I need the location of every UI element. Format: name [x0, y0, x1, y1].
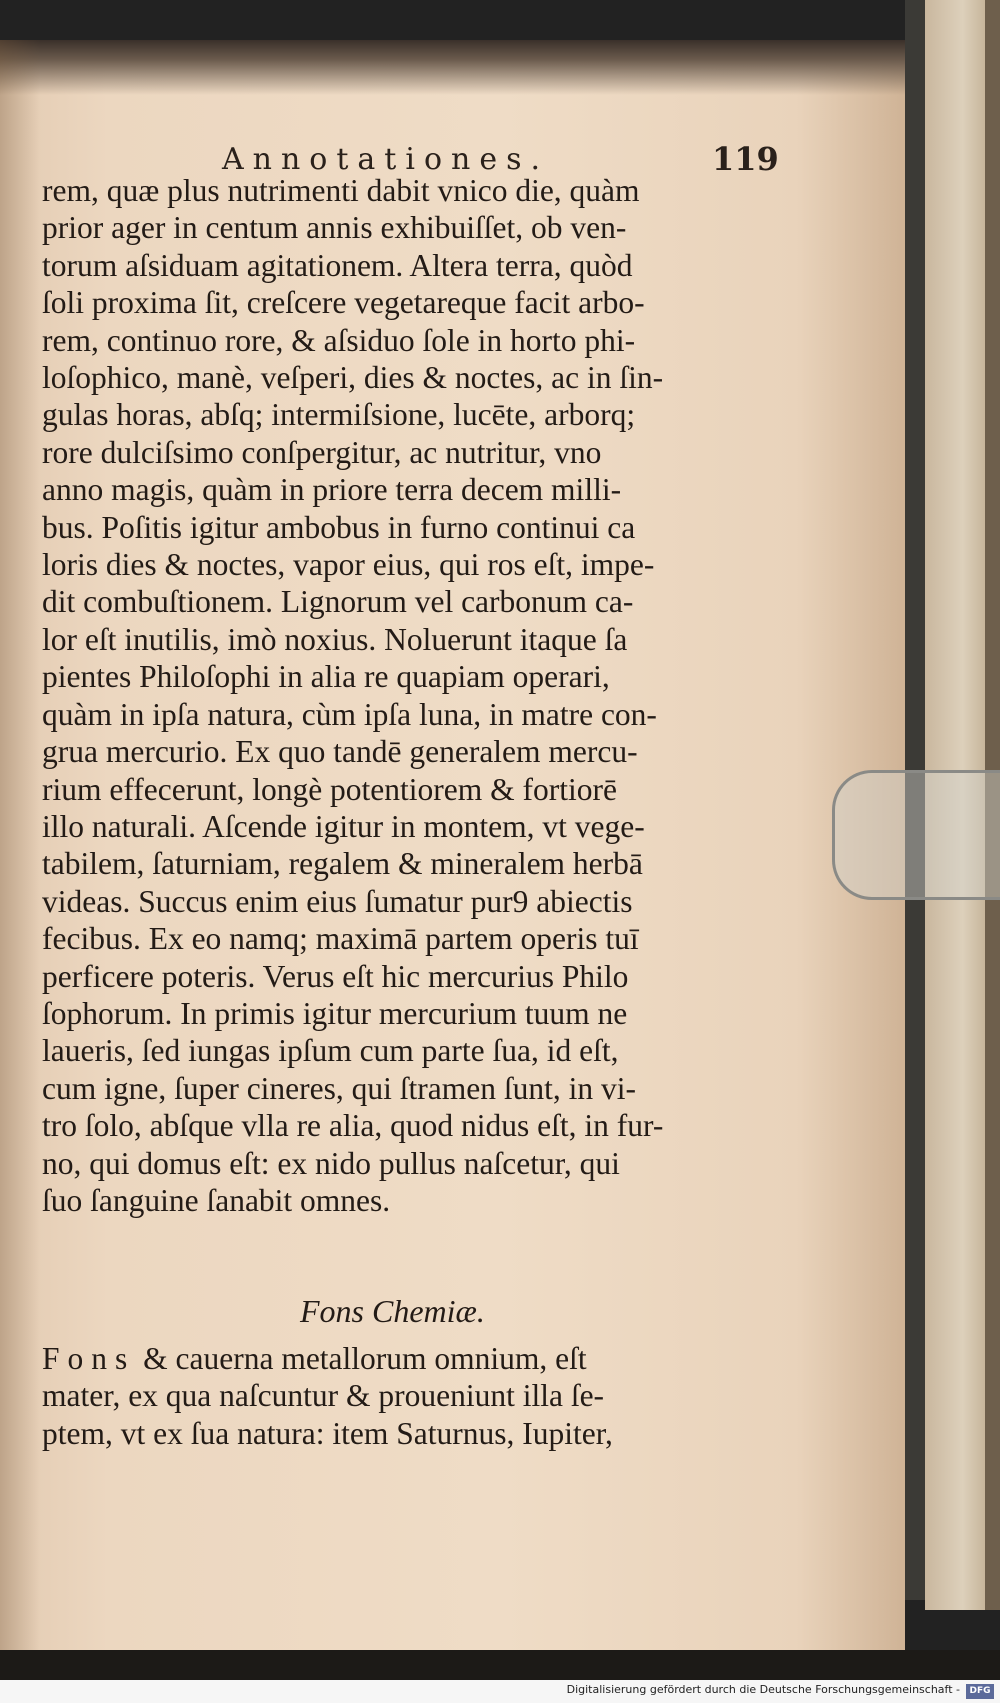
page-top-shadow: [0, 40, 905, 95]
text-line: rium effecerunt, longè potentiorem & fortiorē: [42, 771, 617, 807]
text-line: ptem, vt ex ſua natura: item Saturnus, Iupiter,: [42, 1415, 613, 1451]
text-line: mater, ex qua naſcuntur & proueniunt illa ſe-: [42, 1378, 605, 1414]
text-line: pientes Philoſophi in alia re quapiam operari,: [42, 659, 610, 695]
funding-credit: Digitalisierung gefördert durch die Deutsche Forschungsgemeinschaft -: [566, 1683, 960, 1696]
text-line: rem, quæ plus nutrimenti dabit vnico die, quàm: [42, 173, 640, 208]
page-clip: [832, 770, 1000, 900]
text-line: lor eſt inutilis, imò noxius. Noluerunt itaque ſa: [42, 621, 628, 657]
text-line: anno magis, quàm in priore terra decem milli-: [42, 472, 622, 508]
text-line: cum igne, ſuper cineres, qui ſtramen ſunt, in vi-: [42, 1070, 636, 1106]
text-line: prior ager in centum annis exhibuiſſet, ob ven-: [42, 210, 627, 246]
page-gutter-shade: [0, 40, 40, 1650]
running-title: Annotationes.: [222, 142, 550, 177]
dfg-logo-icon: DFG: [966, 1684, 994, 1699]
text-line: rore dulciſsimo conſpergitur, ac nutritur, vno: [42, 434, 602, 470]
text-line: dit combuſtionem. Lignorum vel carbonum ca-: [42, 584, 634, 620]
text-line: perficere poteris. Verus eſt hic mercurius Philo: [42, 958, 629, 994]
page-number: 119: [712, 140, 779, 178]
text-run: & cauerna metallorum omnium, eſt: [135, 1341, 587, 1376]
text-line: videas. Succus enim eius ſumatur pur9 abiectis: [42, 883, 633, 919]
text-line: grua mercurio. Ex quo tandē generalem mercu-: [42, 734, 638, 770]
initial-word: Fons: [42, 1341, 136, 1376]
text-line: tabilem, ſaturniam, regalem & mineralem herbā: [42, 846, 643, 882]
text-line: quàm in ipſa natura, cùm ipſa luna, in matre con-: [42, 696, 657, 732]
text-line: [42, 1340, 767, 1377]
text-line: tro ſolo, abſque vlla re alia, quod nidus eſt, in fur-: [42, 1108, 664, 1144]
text-line: rem, continuo rore, & aſsiduo ſole in horto phi-: [42, 322, 636, 358]
text-line: ſophorum. In primis igitur mercurium tuum ne: [42, 995, 628, 1031]
text-line: ſoli proxima ſit, creſcere vegetareque facit arbo-: [42, 285, 645, 321]
text-line: bus. Poſitis igitur ambobus in furno continui ca: [42, 509, 636, 545]
text-line: loris dies & noctes, vapor eius, qui ros eſt, impe-: [42, 547, 655, 583]
text-line: gulas horas, abſq; intermiſsione, lucēte, arborq;: [42, 397, 636, 433]
text-line: loſophico, manè, veſperi, dies & noctes, ac in ſin-: [42, 360, 664, 396]
body-text: [42, 172, 767, 1219]
text-line: illo naturali. Aſcende igitur in montem, vt vege-: [42, 808, 645, 844]
text-line: no, qui domus eſt: ex nido pullus naſcetur, qui: [42, 1145, 620, 1181]
section-heading: Fons Chemiæ.: [300, 1293, 485, 1329]
paragraph: [42, 1340, 767, 1452]
text-line: fecibus. Ex eo namq; maximā partem operis tuī: [42, 921, 639, 957]
text-line: ſuo ſanguine ſanabit omnes.: [42, 1182, 391, 1218]
text-line: torum aſsiduam agitationem. Altera terra, quòd: [42, 247, 633, 283]
text-line: laueris, ſed iungas ipſum cum parte ſua, id eſt,: [42, 1033, 619, 1069]
